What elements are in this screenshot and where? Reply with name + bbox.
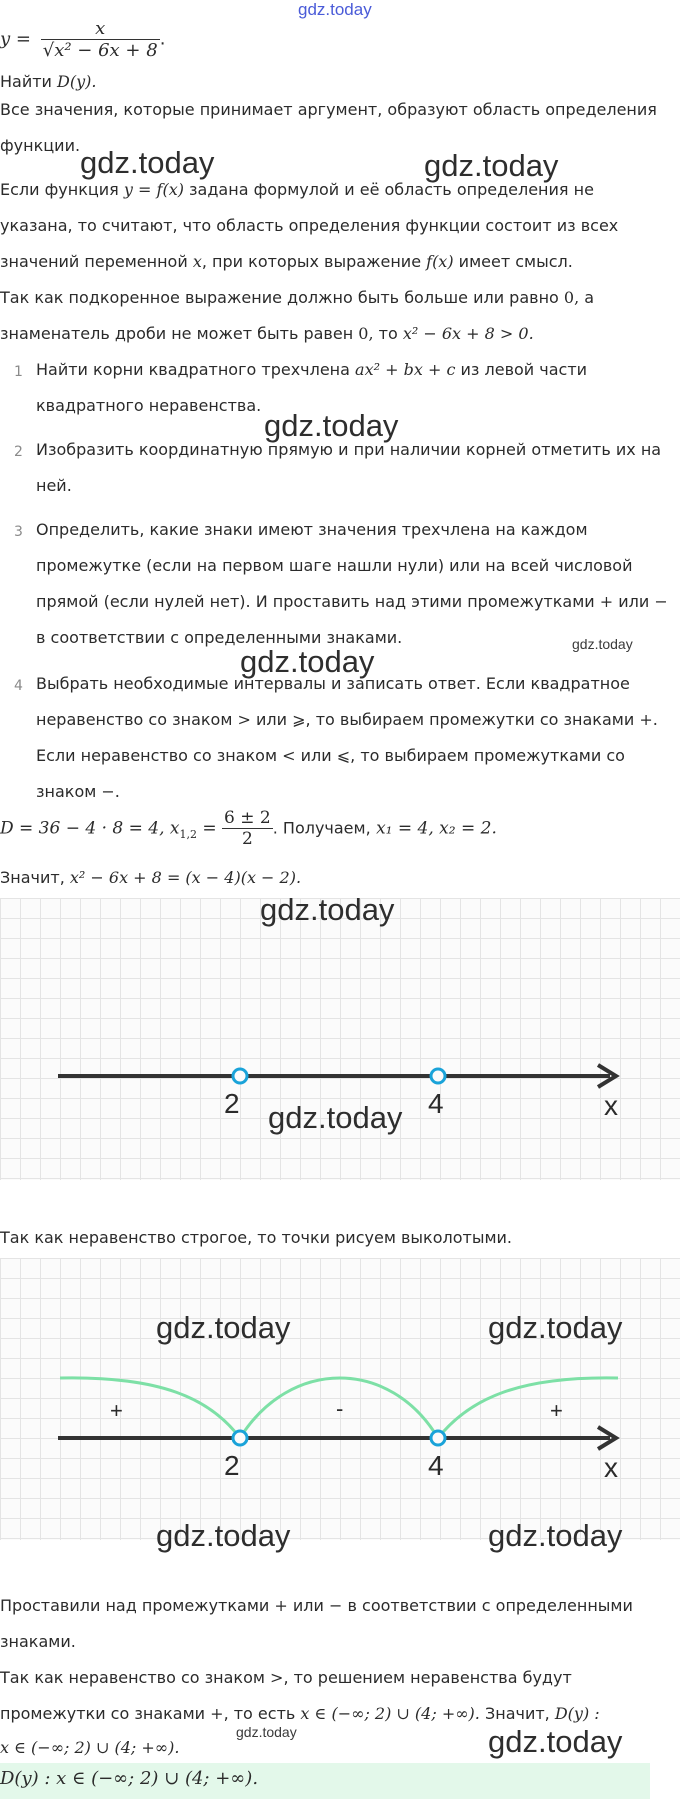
watermark: gdz.today: [268, 1100, 403, 1135]
watermark-small: gdz.today: [572, 636, 633, 652]
sign-arc-left: [60, 1378, 240, 1438]
root-label-1: 2: [224, 1450, 240, 1481]
watermark: gdz.today: [424, 148, 559, 183]
watermark: gdz.today: [264, 408, 399, 443]
number-line-figure-1: [0, 898, 680, 1180]
axis-label: x: [604, 1090, 618, 1121]
watermark: gdz.today: [488, 1518, 623, 1553]
step-line: прямой (если нулей нет). И проставить над этими промежутками + или −: [36, 592, 668, 611]
paragraph-line: знаменатель дроби не может быть равен 0, то x² − 6x + 8 > 0.: [0, 324, 534, 343]
step-line: промежутке (если на первом шаге нашли нули) или на всей числовой: [36, 556, 633, 575]
watermark: gdz.today: [240, 644, 375, 679]
step-line: неравенство со знаком > или ⩾, то выбираем промежутки со знаками +.: [36, 710, 658, 729]
top-watermark: gdz.today: [298, 0, 372, 19]
root-label-1: 2: [224, 1088, 240, 1119]
paragraph-line: Проставили над промежутками + или − в соответствии с определенными: [0, 1596, 633, 1615]
paragraph-line: Так как неравенство со знаком >, то решением неравенства будут: [0, 1668, 572, 1687]
step-line: в соответствии с определенными знаками.: [36, 628, 403, 647]
discriminant-line: D = 36 − 4 · 8 = 4, $x_{1,2}$ = $\frac{6 \pm 2}{2}$ . Получаем, x₁ = 4, x₂ = 2.: [0, 808, 497, 849]
step-number: 2: [14, 444, 23, 460]
paragraph-line: функции.: [0, 136, 81, 155]
sign-plus-right: +: [550, 1398, 563, 1423]
step-line: Если неравенство со знаком < или ⩽, то выбираем промежутками со: [36, 746, 625, 765]
sign-arc-right: [438, 1378, 618, 1438]
sign-minus-middle: -: [336, 1396, 344, 1421]
number-line-figure-2: [0, 1258, 680, 1540]
watermark: gdz.today: [156, 1310, 291, 1345]
point-root-2: [431, 1069, 445, 1083]
step-number: 4: [14, 678, 23, 694]
watermark: gdz.today: [156, 1518, 291, 1553]
watermark-small: gdz.today: [236, 1724, 297, 1740]
axis-label: x: [604, 1452, 618, 1483]
watermark: gdz.today: [80, 145, 215, 180]
point-root-2: [431, 1431, 445, 1445]
step-line: Выбрать необходимые интервалы и записать ответ. Если квадратное: [36, 674, 630, 693]
step-line: знаком −.: [36, 782, 120, 801]
watermark: gdz.today: [488, 1724, 623, 1759]
watermark: gdz.today: [488, 1310, 623, 1345]
step-line: Определить, какие знаки имеют значения трехчлена на каждом: [36, 520, 588, 539]
watermark: gdz.today: [260, 892, 395, 927]
point-root-1: [233, 1431, 247, 1445]
paragraph-line: указана, то считают, что область определения функции состоит из всех: [0, 216, 619, 235]
task-line: Найти D(y).: [0, 72, 97, 91]
paragraph-line: Так как неравенство строгое, то точки рисуем выколотыми.: [0, 1228, 513, 1247]
step-line: квадратного неравенства.: [36, 396, 262, 415]
step-line: Изобразить координатную прямую и при наличии корней отметить их на: [36, 440, 662, 459]
step-line: Найти корни квадратного трехчлена ax² + bx + c из левой части: [36, 360, 588, 379]
factor-line: Значит, x² − 6x + 8 = (x − 4)(x − 2).: [0, 868, 302, 887]
point-root-1: [233, 1069, 247, 1083]
step-number: 3: [14, 524, 23, 540]
paragraph-line: значений переменной x, при которых выражение f(x) имеет смысл.: [0, 252, 573, 271]
step-number: 1: [14, 364, 23, 380]
root-label-2: 4: [428, 1088, 444, 1119]
function-formula: y = $\frac{x}{\text{√x² − 6x + 8}}$ .: [0, 18, 166, 61]
paragraph-line: знаками.: [0, 1632, 76, 1651]
paragraph-line: промежутки со знаками +, то есть x ∈ (−∞; 2) ∪ (4; +∞). Значит, D(y) :: [0, 1704, 600, 1723]
paragraph-line: Все значения, которые принимает аргумент, образуют область определения: [0, 100, 657, 119]
sign-plus-left: +: [110, 1398, 123, 1423]
root-label-2: 4: [428, 1450, 444, 1481]
number-line-svg-1: [0, 898, 680, 1180]
paragraph-line: Так как подкоренное выражение должно быть больше или равно 0, а: [0, 288, 595, 307]
answer-text: D(y) : x ∈ (−∞; 2) ∪ (4; +∞).: [0, 1768, 259, 1789]
paragraph-line: x ∈ (−∞; 2) ∪ (4; +∞).: [0, 1738, 180, 1757]
step-line: ней.: [36, 476, 72, 495]
paragraph-line: Если функция y = f(x) задана формулой и её область определения не: [0, 180, 594, 199]
